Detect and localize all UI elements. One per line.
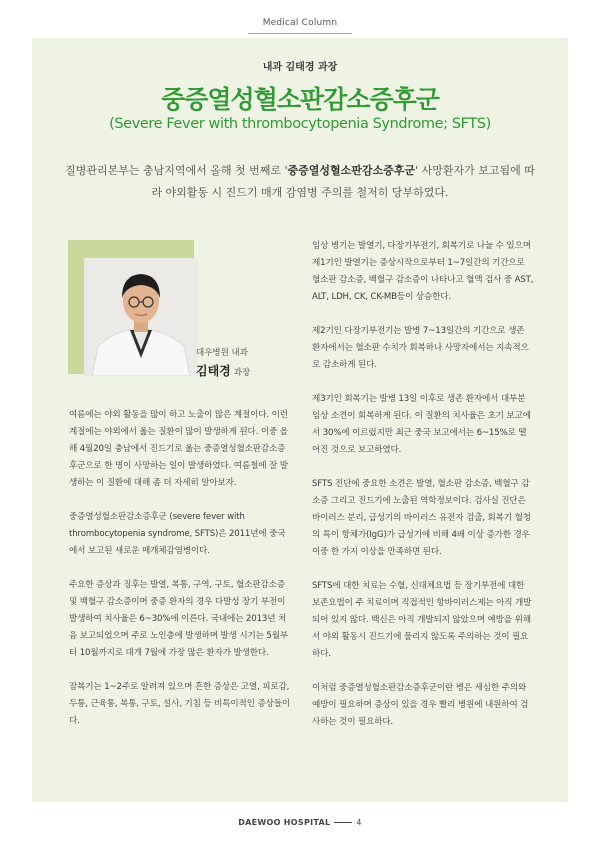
doctor-name-line (196, 362, 306, 379)
left-column (69, 407, 291, 747)
paragraph: 여름에는 야외 활동을 많이 하고 노출이 많은 계절이다. 이런 계절에는 야외에서 옮는 질환이 많이 발생하게 된다. 이중 올해 4월20일 충남에서 진드기로 옮는 중증열성혈소판감소증후군으로 한 명이 사망하는 일이 발생하였다. 여름철에 잘 발생하는 이 질환에 대해 좀 더 자세히 알아보자. (69, 410, 288, 488)
doctor-photo (84, 258, 198, 376)
column-label: Medical Column (262, 18, 338, 28)
intro-text-1: 질병관리본부는 충남지역에서 올해 첫 번째로 ' (65, 164, 288, 177)
header-divider (248, 33, 352, 34)
page-number: 4 (356, 818, 362, 827)
intro-text-2: ' 사망환자가 보고됨에 따라 야외활동 시 진드기 매개 감염병 주의를 철저히 당부하였다. (151, 164, 535, 199)
author-department: 내과 김태경 과장 (262, 62, 338, 73)
intro-highlight: 중증열성혈소판감소증후군 (287, 164, 416, 177)
paragraph: 제3기인 회복기는 발병 13일 이후로 생존 환자에서 대부분 임상 소견이 회복하게 된다. 이 질환의 치사율은 초기 보고에서 30%에 이르렀지만 최근 중국 보고에서는 6~15%로 떨어진 것으로 보고하였다. (312, 394, 531, 455)
paragraph: 주요한 증상과 징후는 발열, 복통, 구역, 구토, 혈소판감소증 및 백혈구 감소증이며 중증 환자의 경우 다발성 장기 부전이 발생하여 치사율은 6~30%에 이른다. 국내에는 2013년 처음 보고되었으며 주로 노인층에 발생하며 발생 시기는 5월부터 10월까지로 대개 7월에 가장 많은 환자가 발생한다. (69, 580, 289, 658)
article-intro (60, 160, 540, 204)
paragraph: 중증열성혈소판감소증후군 (severe fever with thrombocytopenia syndrome, SFTS)은 2011년에 중국에서 보고된 새로운 매개체감염병이다. (69, 512, 286, 556)
page-footer (0, 818, 600, 827)
doctor-position: 과장 (233, 368, 251, 378)
paragraph: 이처럼 중증열성혈소판감소증후군이란 병은 세심한 주의와 예방이 필요하며 증상이 있을 경우 빨리 병원에 내원하여 검사하는 것이 필요하다. (312, 683, 529, 727)
doctor-hospital: 대우병원 내과 (196, 348, 248, 358)
footer-hospital: DAEWOO HOSPITAL (238, 818, 331, 827)
paragraph: 제2기인 다장기부전기는 발병 7~13일간의 기간으로 생존 환자에서는 혈소판 수치가 회복하나 사망자에서는 지속적으로 감소하게 된다. (312, 326, 529, 370)
doctor-caption (196, 346, 306, 386)
doctor-name: 김태경 (196, 364, 231, 378)
paragraph: 잠복기는 1~2주로 알려져 있으며 흔한 증상은 고열, 피로감, 두통, 근육통, 복통, 구토, 설사, 기침 등 비특이적인 증상들이다. (69, 682, 291, 726)
right-column (312, 238, 534, 748)
article-title-english: (Severe Fever with thrombocytopenia Syndrome; SFTS) (109, 116, 491, 132)
article-title-korean: 중증열성혈소판감소증후군 (161, 85, 439, 114)
paragraph: 임상 병기는 발열기, 다장기부전기, 회복기로 나눌 수 있으며 제1기인 발열기는 증상시작으로부터 1~7일간의 기간으로 혈소판 감소증, 백혈구 감소증이 나타나고 혈액 검사 중 AST, ALT, LDH, CK, CK-MB등이 상승한다. (312, 241, 534, 302)
paragraph: SFTS 진단에 중요한 소견은 발열, 혈소판 감소증, 백혈구 감소증 그리고 진드기에 노출된 역학정보이다. 검사실 진단은 바이러스 분리, 급성기의 바이러스 유전자 검출, 회복기 혈청의 특이 항체가(IgG)가 급성기에 비해 4배 이상 증가한 경우 이중 한 가지 이상을 만족하면 된다. (312, 479, 531, 557)
doctor-portrait-image (84, 258, 198, 376)
paragraph: SFTS에 대한 치료는 수혈, 신대체요법 등 장기부전에 대한 보존요법이 주 치료이며 직접적인 항바이러스제는 아직 개발되어 있지 않다. 백신은 아직 개발되지 않았으며 예방을 위해서 야외 활동시 진드기에 물리지 않도록 주의하는 것이 필요하다. (312, 581, 532, 659)
footer-separator (334, 822, 352, 823)
